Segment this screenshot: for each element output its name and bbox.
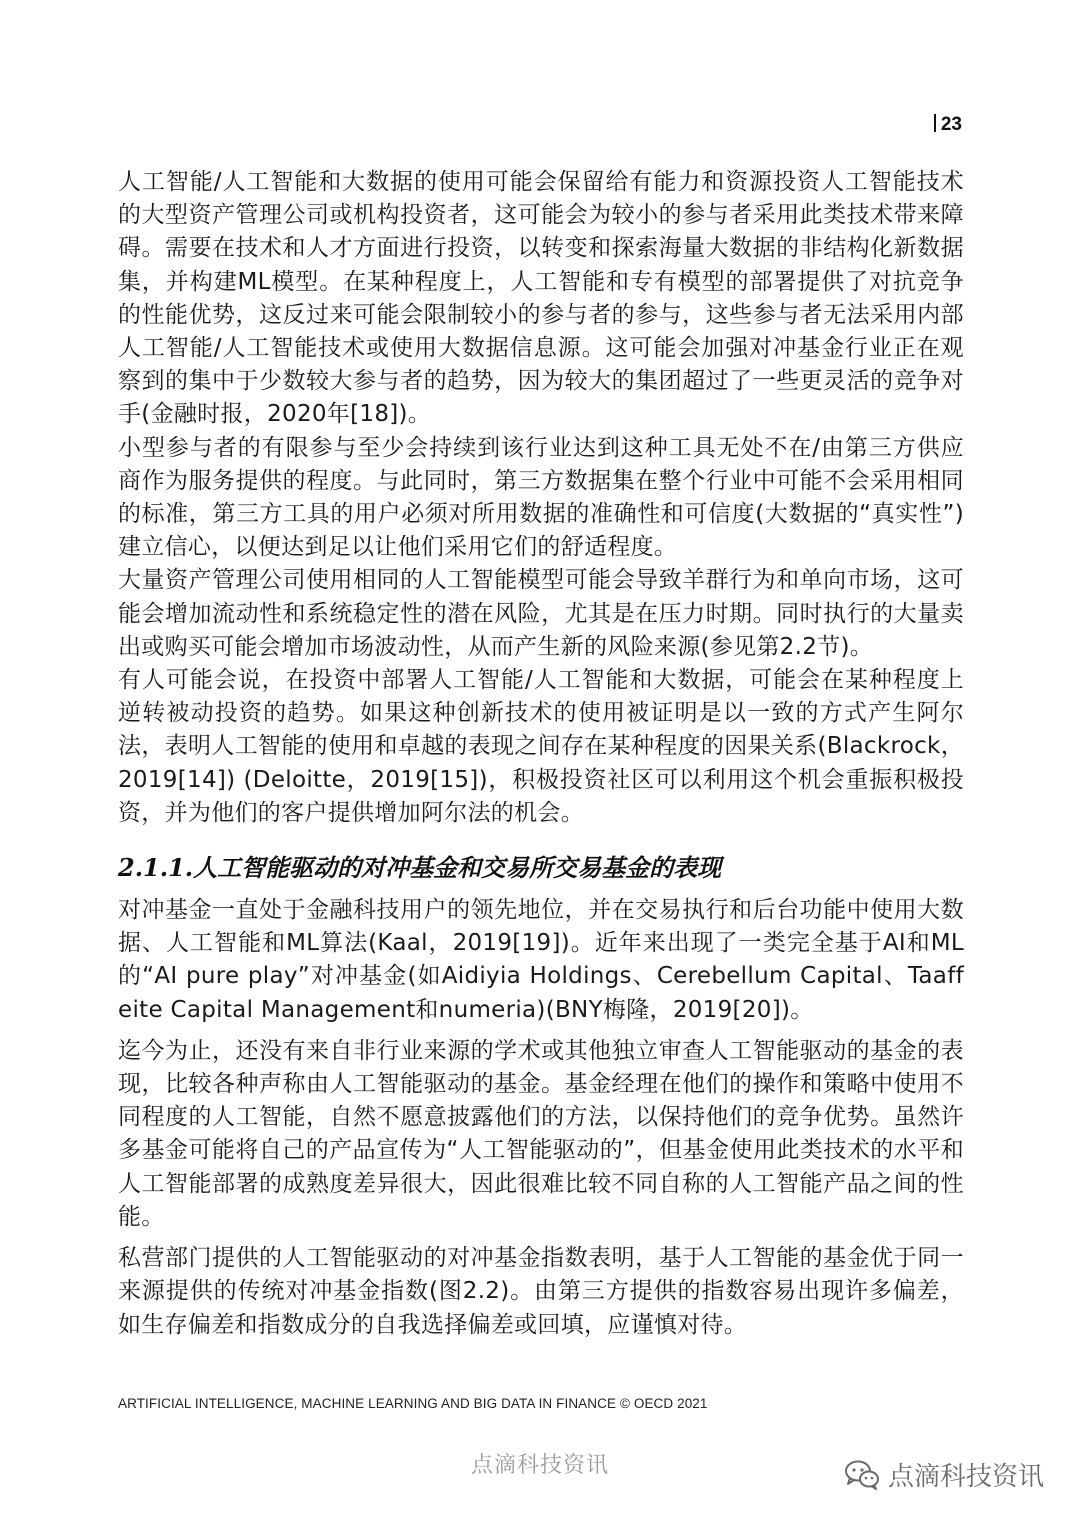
page-number — [934, 114, 962, 136]
document-body — [118, 166, 964, 1342]
brand-watermark — [844, 1456, 1044, 1493]
paragraph-1: 人工智能/人工智能和大数据的使用可能会保留给有能力和资源投资人工智能技术的大型资产管理公司或机构投资者，这可能会为较小的参与者采用此类技术带来障碍。需要在技术和人才方面进行投资，以转变和探索海量大数据的非结构化新数据集，并构建ML模型。在某种程度上，人工智能和专有模型的部署提供了对抗竞争的性能优势，这反过来可能会限制较小的参与者的参与，这些参与者无法采用内部人工智能/人工智能技术或使用大数据信息源。这可能会加强对冲基金行业正在观察到的集中于少数较大参与者的趋势，因为较大的集团超过了一些更灵活的竞争对手(金融时报，2020年[18])。 — [118, 169, 964, 428]
watermark-text: 点滴科技资讯 — [470, 1453, 609, 1478]
paragraph-6: 迄今为止，还没有来自非行业来源的学术或其他独立审查人工智能驱动的基金的表现，比较各种声称由人工智能驱动的基金。基金经理在他们的操作和策略中使用不同程度的人工智能，自然不愿意披露他们的方法，以保持他们的竞争优势。虽然许多基金可能将自己的产品宣传为“人工智能驱动的”，但基金使用此类技术的水平和人工智能部署的成熟度差异很大，因此很难比较不同自称的人工智能产品之间的性能。 — [118, 1037, 964, 1230]
page-number-divider — [934, 114, 936, 132]
page-number-value: 23 — [940, 114, 962, 135]
brand-watermark-label: 点滴科技资讯 — [887, 1462, 1044, 1492]
paragraph-3: 大量资产管理公司使用相同的人工智能模型可能会导致羊群行为和单向市场，这可能会增加流动性和系统稳定性的潜在风险，尤其是在压力时期。同时执行的大量卖出或购买可能会增加市场波动性，从而产生新的风险来源(参见第2.2节)。 — [118, 567, 964, 660]
paragraph-2: 小型参与者的有限参与至少会持续到该行业达到这种工具无处不在/由第三方供应商作为服务提供的程度。与此同时，第三方数据集在整个行业中可能不会采用相同的标准，第三方工具的用户必须对所用数据的准确性和可信度(大数据的“真实性”)建立信心，以便达到足以让他们采用它们的舒适程度。 — [118, 434, 964, 561]
section-heading: 2.1.1.人工智能驱动的对冲基金和交易所交易基金的表现 — [118, 853, 722, 883]
wechat-icon — [844, 1459, 880, 1491]
paragraph-5: 对冲基金一直处于金融科技用户的领先地位，并在交易执行和后台功能中使用大数据、人工智能和ML算法(Kaal，2019[19])。近年来出现了一类完全基于AI和ML的“AI pure play”对冲基金(如Aidiyia Holdings、Cerebellum Capital、Taaffeite Capital Management和numeria)(BNY梅隆，2019[20])。 — [118, 897, 964, 1023]
paragraph-7: 私营部门提供的人工智能驱动的对冲基金指数表明，基于人工智能的基金优于同一来源提供的传统对冲基金指数(图2.2)。由第三方提供的指数容易出现许多偏差，如生存偏差和指数成分的自我选择偏差或回填，应谨慎对待。 — [118, 1245, 964, 1338]
paragraph-4: 有人可能会说，在投资中部署人工智能/人工智能和大数据，可能会在某种程度上逆转被动投资的趋势。如果这种创新技术的使用被证明是以一致的方式产生阿尔法，表明人工智能的使用和卓越的表现之间存在某种程度的因果关系(Blackrock，2019[14]) (Deloitte，2019[15])，积极投资社区可以利用这个机会重振积极投资，并为他们的客户提供增加阿尔法的机会。 — [118, 667, 964, 826]
page-footer: ARTIFICIAL INTELLIGENCE, MACHINE LEARNING AND BIG DATA IN FINANCE © OECD 2021 — [118, 1396, 708, 1411]
